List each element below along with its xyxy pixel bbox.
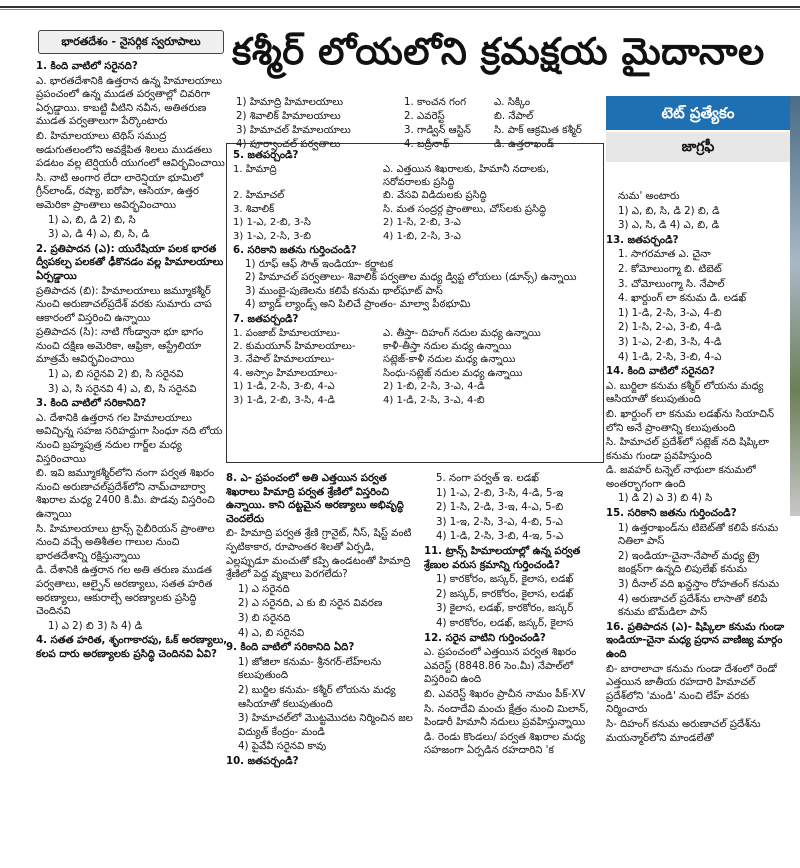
match-row [233,163,597,190]
option-text: 3) కైలాస, లడఖ్, కారకోరం, జస్కర్ [436,603,574,615]
edge-photo [790,96,800,516]
q7-title: 7. జతపర్చండి? [233,314,299,325]
q4-option-cell: బి. నేపాల్ [494,111,534,122]
question-text: 10. జతపర్చండి? [226,755,299,767]
match-cell: సింధు-సట్లెజ్ నదుల మధ్య ఉన్నాయి [383,367,523,379]
q4-option-cell: సి. పాక్ ఆక్రమిత కశ్మీర్ [494,125,582,136]
q6-title: 6. సరికాని జతను గుర్తించండి? [233,245,357,257]
option-text: 3) ఎ, డి 4) ఎ, బి, సి, డి [48,229,150,241]
statement-text: బి. ఇవి జమ్మూకశ్మీర్‌లోని నంగా పర్వత శిఖరం నుంచి అరుణాచల్‌ప్రదేశ్‌లోని నామ్‌చాబార్వా శిఖరాల మధ్య 2400 కి.మీ. పొడవు విస్తరించి ఉన్నాయి [36,468,215,520]
headline: కశ్మీర్ లోయలోని క్రమక్షయ మైదానాల [232,30,765,73]
q4-option-cell: 4) పూర్వాంచల్ పర్వతాలు [236,139,341,150]
match-cell: 3) 1-ఎ, 2-సి, 3-బి [233,230,311,242]
option-text: 1. సాగరమాత ఎ. చైనా [618,249,711,261]
column-4 [606,190,790,868]
option-text: 4) ఎ, బి సరైనవి [238,627,305,639]
option-text: 1) 1-ఎ, 2-బి, 3-సి, 4-డి, 5-ఇ [436,487,564,499]
option-text: 4) 1-డి, 2-సి, 3-బి, 4-ఎ [618,351,722,363]
question-text: 12. సరైన వాటిని గుర్తించండి? [424,632,546,644]
question-text: 2. ప్రతిపాదన (ఎ): యురేషియా పలక భారత ద్వీపకల్ప పలకతో ఢీకొనడం వల్ల హిమాలయాలు ఏర్పడ్డాయి [36,243,224,282]
q4-option-cell: 4. బద్రీనాథ్ [404,139,450,150]
section-tag: భారతదేశం - నైసర్గిక స్వరూపాలు [38,30,224,54]
match-cell: 3. శివాలిక్ [233,203,275,215]
option-text: 1) కారకోరం, జస్కర్, కైలాస, లడఖ్ [436,574,574,586]
top-rule-thin [0,9,800,10]
top-rule [0,6,800,8]
option-text: 4) అరుణాచల్ ప్రదేశ్‌ను లాసాతో కలిపే కనుమ బొమ్‌డిలా పాస్ [618,593,768,619]
match-cell: 1. పంజాబ్ హిమాలయాలు- [233,327,341,339]
match-cell: బి. వేసవి విడిదులకు ప్రసిద్ధి [383,190,487,202]
option-text: 3) 1-ఇ, 2-సి, 3-ఎ, 4-బి, 5-ఎ [436,516,563,528]
statement-text: బి. ఎవరెస్ట్ శిఖరం ప్రాచీన నామం పీక్-XV [424,688,586,700]
q4-option-cell: 2. ఎవరెస్ట్ [404,111,445,122]
q4-option-cell: 2) శివాలిక్ హిమాలయాలు [236,111,341,122]
option-text: నుమ' అంటారు [618,191,680,202]
statement-text: ఎ. దేశానికి ఉత్తరాన గల హిమాలయాలు అవిచ్ఛిన్న సహజ సరిహద్దుగా సింధూ నది లోయ నుంచి బ్రహ్మపుత్ర నదుల గార్జ్‌ల మధ్య విస్తరించాయి [36,412,223,465]
option-text: 2) జస్కర్, కారకోరం, కైలాస, లడఖ్ [436,588,574,600]
statement-text: సి. హిమాలయాలు ట్రాన్స్ సైబీరియన్ ప్రాంతాల నుంచి వచ్చే అతిశీతల గాలుల నుంచి భారతదేశాన్ని రక్షిస్తున్నాయి [36,523,215,562]
option-text: 1) ఎ సరైనది [238,583,290,595]
boxed-questions [226,143,604,463]
option-text: 3) దీనాల్ వది ఖన్జస్తాం రోహతంగ్ కనుమ [618,579,779,591]
option-text: 4. ఖార్దుంగ్ లా కనుమ డి. లడఖ్ [618,293,747,305]
statement-text: బి- హిమాద్రి పర్వత శ్రేణి గ్రానైట్, నీస్, షిస్ట్ వంటి స్ఫటికాకార, రూపాంతర శిలతో ఏర్పడి, ఎల్లప్పుడూ మంచుతో కప్పి ఉండటంతో హిమాద్రి శ్రేణిలో పెద్ద వృక్షాలు పెరగలేదు? [226,528,412,581]
match-cell: 2) 1-బి, 2-సి, 3-ఎ, 4-డి [383,381,485,393]
option-text: 2. కోమోలుంగ్మా బి. టిబెట్ [618,263,722,275]
question-text: 4. సతత హరిత, శృంగాకారపు, ఓక్ అరణ్యాలు, కలప దారు అరణ్యాలకు ప్రసిద్ధి చెందినవి ఏవి? [36,635,228,660]
match-cell: 3) 1-డి, 2-బి, 3-సి, 4-డి [233,394,335,406]
question-text: 16. ప్రతిపాదన (ఎ)- షిప్కిలా కనుమ గుండా ఇండియా-చైనా మధ్య ప్రధాన వాణిజ్య మార్గం ఉంది [606,621,785,660]
q4-option-cell: 1. కాంచన గంగ [404,97,467,108]
match-row [233,189,597,202]
option-text: 1) ఎ 2) బి 3) సి 4) డి [48,620,143,632]
match-cell: 1) 1-డి, 2-సి, 3-బి, 4-ఎ [233,381,335,393]
statement-text: ఎ. బుర్జిలా కనుమ కశ్మీర్ లోయను మధ్య ఆసియాతో కలుపుతుంది [606,380,764,406]
match-cell: 2. కుమయూన్ హిమాలయాలు- [233,341,356,352]
statement-text: బి- బారాలాచా కనుమ గుండా దేశంలో రెండో ఎత్తయిన జాతీయ రహదారి హిమాచల్ ప్రదేశ్‌లోని 'మండి' నుంచి లేహ్ వరకు నిర్మించారు [606,663,777,716]
match-row [233,394,597,407]
option-text: 3) బి సరైనది [238,612,291,624]
q6-option: 3) ముంబై-పుణెలను కలిపే కనుమ థాల్‌ఘాట్ పాస్ [245,285,443,297]
option-text: 3) 1-ఎ, 2-బి, 3-సి, 4-డి [618,336,722,348]
q6-option: 4) బ్యాడ్ ల్యాండ్స్ అని పిలిచే ప్రాంతం- మాల్వా పీఠభూమి [245,299,471,311]
q6-option: 2) హిమాచల్ పర్వతాలు- శివాలిక్ పర్వతాల మధ్య డ్విప్ట లోయలు (డూన్స్) ఉన్నాయి [245,272,577,284]
question-text: 1. కింది వాటిలో సరైనది? [36,61,138,72]
question-text: 11. ట్రాన్స్ హిమాలయాల్లో ఉన్న పర్వత శ్రేణుల వరుస క్రమాన్ని గుర్తించండి? [424,545,581,571]
q4-option-cell: డి. ఉత్తరాఖండ్ [494,139,555,150]
option-text: 4) 1-డి, 2-సి, 3-బి, 4-ఇ, 5-ఎ [436,531,564,543]
statement-text: సి. హిమాచల్ ప్రదేశ్‌లో సట్లెజ్ నది షిప్కిలా కనుమ గుండా ప్రవహిస్తుంది [606,437,769,462]
match-cell: ఎ. ఎత్తయిన శిఖరాలకు, హిమానీ నదాలకు, సరోవరాలకు ప్రసిద్ధి [383,163,550,188]
q4-option-row [236,110,601,124]
option-text: 2) 1-సి, 2-డి, 3-ఇ, 4-ఎ, 5-బి [436,502,564,514]
option-text: 1) ఎ, బి సరైనవి 2) బి, సి సరైనవి [48,369,184,381]
match-row [233,367,597,380]
match-cell: కాళీ-తీస్తా నదుల మధ్య ఉన్నాయి [383,341,512,352]
column-1 [36,60,228,868]
statement-text: ప్రతిపాదన (బి): హిమాలయాలు జమ్మూకశ్మీర్ నుంచి అరుణాచల్‌ప్రదేశ్ వరకు సుమారు చాప ఆకారంలో విస్తరించి ఉన్నాయి [36,285,212,324]
option-text: 3) హిమాచల్‌లో మొట్టమొదట నిర్మించిన జల విద్యుత్ కేంద్రం- మండి [238,713,413,738]
statement-text: బి. హిమాలయాలు టెథిస్ సముద్ర అడుగుతలంలోని అవక్షేపిత శిలలు ముడతలు పడటం వల్ల టెర్షియరీ యుగంలో ఆవిర్భవించాయి [36,130,225,170]
statement-text: డి. దేశానికి ఉత్తరాన గల అతి తరుణ ముడత పర్వతాలు, ఆల్ఫైన్ అరణ్యాలు, సతత హరిత అరణ్యాలు, ఆకురాల్చే అరణ్యాలకు ప్రసిద్ధి చెందినవి [36,565,213,618]
match-row [233,353,597,366]
q4-option-cell: 3) హిమాచల్ హిమాలయాలు [236,125,351,136]
option-text: 1) జోజిలా కనుమ- శ్రీనగర్-లేహ్‌లను కలుపుతుంది [238,656,382,682]
statement-text: సి. నాటి అంగార లేదా లారెన్షియా భూమిలో గ్రీన్‌లాండ్, రష్యా, ఐరోపా, ఆసియా, ఉత్తర అమెరికా ప్రాంతాలు అవిర్భవించాయి [36,172,204,211]
subject-banner: జాగ్రఫీ [606,132,790,162]
tet-banner: టెట్ ప్రత్యేకం [606,96,790,130]
match-cell: 2) 1-సి, 2-బి, 3-ఎ [383,217,461,229]
option-text: 1) ఎ, బి, సి, డి 2) బి, డి [618,205,720,217]
option-text: 2) ఇండియా-చైనా-నేపాల్ మధ్య ట్రై జంక్షన్‌గా ఉన్నది లిపులేఖ్ కనుమ [618,550,760,576]
question-text: 8. ఎ- ప్రపంచంలో అతి ఎత్తయిన పర్వత శిఖరాలు హిమాద్రి పర్వత శ్రేణిలో విస్తరించి ఉన్నాయి. కాని దట్టమైన అరణ్యాలు అభివృద్ధి చెందలేదు [226,473,404,525]
statement-text: ఎ. భారతదేశానికి ఉత్తరాన ఉన్న హిమాలయాలు ప్రపంచంలో ఉన్న ముడత పర్వతాల్లో చివరిగా ఏర్పడ్డాయి. కాబట్టి వీటిని నవీన, అతితరుణ ముడత పర్వతాలుగా పేర్కొంటారు [36,75,222,128]
q4-option-cell: ఎ. సిక్కిం [494,97,531,108]
option-text: 5. నంగా పర్వత్ ఇ. లడఖ్ [436,473,539,484]
question-text: 13. జతపర్చండి? [606,234,679,246]
match-row [233,340,597,353]
statement-text: డి. రెండు కొండలు/ పర్వత శిఖరాల మధ్య సహజంగా ఏర్పడిన రహదారిని 'క [424,731,586,757]
question-text: 15. సరికాని జతను గుర్తించండి? [606,508,737,520]
match-cell: 4) 1-బి, 2-సి, 3-ఎ [383,230,461,242]
column-2a [226,472,416,868]
match-cell: సట్లెజ్-కాళీ నదుల మధ్య ఉన్నాయి [383,354,516,366]
question-text: 3. కింది వాటిలో సరికానిది? [36,398,147,410]
option-text: 3) ఎ, సి, డి 4) ఎ, బి, డి [618,220,720,232]
option-text: 1) 1-డి, 2-సి, 3-ఎ, 4-బి [618,307,722,319]
option-text: 3. చోమోలుంగ్మా సి. నేపాల్ [618,278,725,290]
match-row [233,230,597,243]
match-row [233,203,597,216]
match-cell: 1) 1-ఎ, 2-బి, 3-సి [233,217,311,229]
question-text: 9. కింది వాటిలో సరికానిది ఏది? [226,642,355,654]
match-cell: సి. మత సంద్రర్గ ప్రాంతాలు, చోస్‌లకు ప్రసిద్ధి [383,203,547,215]
option-text: 2) బుర్జిల కనుమ- కశ్మీర్ లోయను మధ్య ఆసియాతో కలుపుతుంది [238,684,396,710]
statement-text: సి- దిహంగ్ కనుమ అరుణాచల్ ప్రదేశ్‌ను మయన్మార్‌లోని మాండలేతో [606,718,761,744]
match-cell: 3. నేపాల్ హిమాలయాలు- [233,354,335,366]
option-text: 3) ఎ, సి సరైనవి 4) ఎ, బి, సి సరైనవి [48,383,197,395]
q5-title: 5. జతపర్చండి? [233,150,299,161]
match-row [233,216,597,229]
option-text: 1) ఎ, బి, డి 2) బి, సి [48,214,136,226]
q6-option: 1) రూఫ్ ఆఫ్ సౌత్ ఇండియా- కర్ణాటక [245,258,393,270]
q4-option-row [236,96,601,110]
option-text: 4) కారకోరం, లడఖ్, జస్కర్, కైలాస [436,617,574,629]
q4-option-cell: 1) హిమాద్రి హిమాలయాలు [236,97,343,108]
question-text: 14. కింది వాటిలో సరైనది? [606,366,715,378]
column-2b [424,472,600,868]
q4-option-row [236,124,601,138]
option-text: 1) ఉత్తరాఖండ్‌ను టిబెట్‌తో కలిపే కనుమ నితిలా పాస్ [618,522,779,548]
statement-text: ఎ. ప్రపంచంలో ఎత్తయిన పర్వత శిఖరం ఎవరెస్ట్ (8848.86 సెం.మీ) నేపాల్‌లో విస్తరించి ఉంది [424,647,577,686]
statement-text: ప్రతిపాదన (సి): నాటి గోండ్వానా భూ భాగం నుంచి దక్షిణ అమెరికా, ఆఫ్రికా, ఆస్ట్రేలియా మాత్రమే ఆవిర్భవించాయి [36,327,204,366]
option-text: 4) పైవేవీ సరైనవి కావు [238,741,327,753]
option-text: 1) డి 2) ఎ 3) బి 4) సి [618,493,713,505]
statement-text: డి. జవహర్ టన్నెల్ నాథులా కనుమలో అంతర్భాగంగా ఉంది [606,465,756,490]
option-text: 2) 1-సి, 2-ఎ, 3-బి, 4-డి [618,322,722,334]
match-cell: ఎ. తీస్తా- దిహంగ్ నదుల మధ్య ఉన్నాయి [383,327,541,339]
q4-option-cell: 3. గాడ్విన్ ఆస్టిన్ [404,125,471,136]
option-text: 2) ఎ సరైనది, ఎ కు బి సరైన వివరణ [238,598,383,610]
statement-text: సి. నందాదేవి మంచు క్షేత్రం నుంచి మిలాన్, పిండారీ హిమానీ నదులు ప్రవహిస్తున్నాయి [424,703,589,729]
match-cell: 1. హిమాద్రి [233,163,277,175]
match-cell: 4. అస్సాం హిమాలయాలు- [233,367,338,379]
match-cell: 2. హిమాచల్ [233,190,285,202]
match-row [233,327,597,340]
match-row [233,380,597,393]
match-cell: 4) 1-డి, 2-సి, 3-ఎ, 4-బి [383,394,485,406]
statement-text: బి. ఖార్దుంగ్ లా కనుమ లడఖ్‌ను సియాచిన్ లోని అనే ప్రాంతాన్ని కలుపుతుంది [606,408,774,434]
